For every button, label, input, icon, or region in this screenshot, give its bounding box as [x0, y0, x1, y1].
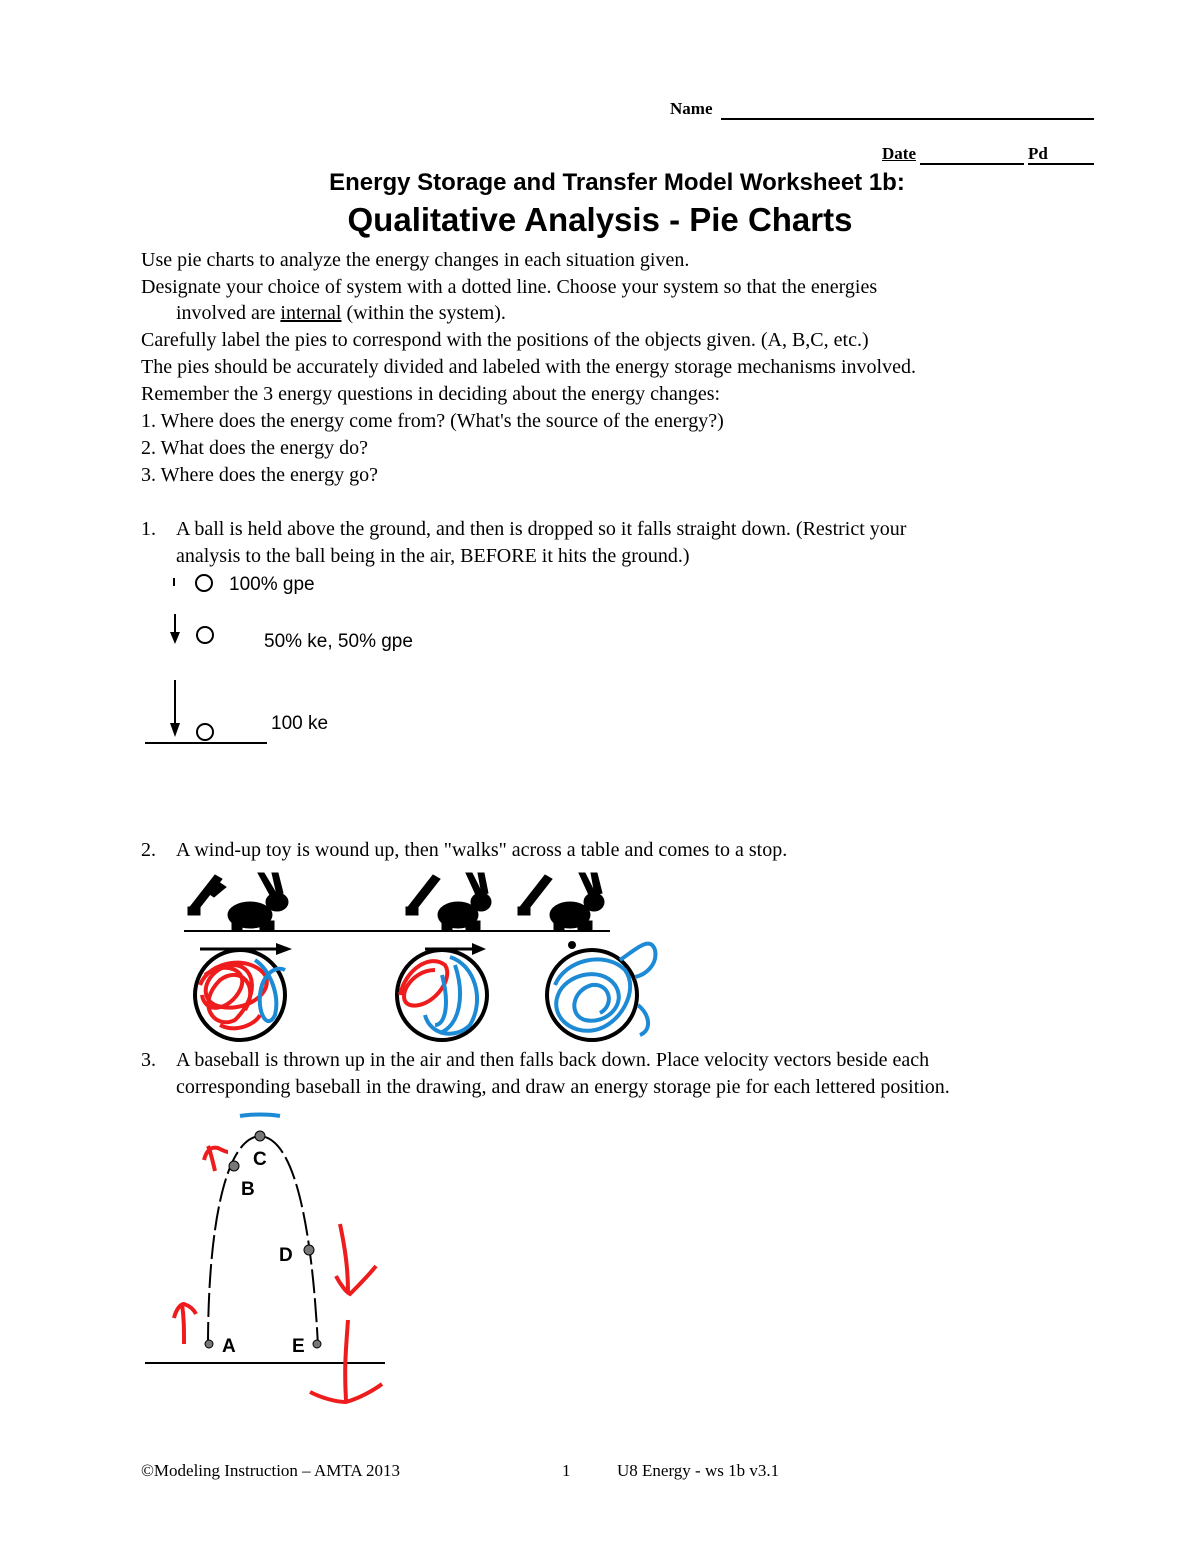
q2-velocity-dot-3 [568, 941, 576, 949]
q3-ball-d [304, 1245, 314, 1255]
footer-version: U8 Energy - ws 1b v3.1 [617, 1461, 780, 1480]
q3-text-line1: A baseball is thrown up in the air and then falls back down. Place velocity vectors beside each [176, 1049, 930, 1071]
continuation-underlined: internal [280, 302, 342, 324]
q3-baseball-trajectory-diagram [140, 1108, 400, 1408]
q3-label-a: A [222, 1336, 236, 1357]
instruction-2: Designate your choice of system with a dotted line. Choose your system so that the energies [141, 276, 878, 298]
q3-label-b: B [241, 1179, 255, 1200]
q3-text-line2: corresponding baseball in the drawing, and draw an energy storage pie for each lettered position. [176, 1076, 950, 1098]
name-label: Name [670, 99, 713, 118]
worksheet-title: Energy Storage and Transfer Model Worksheet 1b: [329, 169, 905, 196]
date-field[interactable] [920, 144, 1024, 165]
q1-annotation-middle: 50% ke, 50% gpe [264, 631, 413, 652]
worksheet-subtitle: Qualitative Analysis - Pie Charts [347, 201, 853, 238]
question-list-2: 2. What does the energy do? [141, 437, 368, 459]
continuation-before: involved are [176, 302, 281, 324]
toy-rabbit-3 [518, 873, 604, 931]
q1-text-line1: A ball is held above the ground, and then is dropped so it falls straight down. (Restrict your [176, 518, 907, 540]
instruction-5: Remember the 3 energy questions in deciding about the energy changes: [141, 383, 721, 405]
q2-windup-toy-diagram [180, 865, 660, 1045]
q3-label-d: D [279, 1245, 293, 1266]
continuation-after: (within the system). [341, 302, 506, 324]
toy-rabbit-1 [188, 873, 288, 931]
q3-ball-e [313, 1340, 321, 1348]
period-label: Pd [1028, 144, 1048, 163]
q3-vector-b-red [204, 1146, 228, 1171]
name-field[interactable] [721, 98, 1094, 120]
period-field[interactable] [1028, 144, 1094, 165]
question-list-3: 3. Where does the energy go? [141, 464, 378, 486]
question-list-1: 1. Where does the energy come from? (What's the source of the energy?) [141, 410, 724, 432]
q1-ball-middle [197, 627, 213, 643]
q1-number: 1. [141, 518, 156, 540]
q2-pie-3 [547, 944, 655, 1040]
q1-annotation-top: 100% gpe [229, 574, 315, 595]
q1-annotation-bottom: 100 ke [271, 713, 329, 734]
q3-label-c: C [253, 1149, 267, 1170]
q3-vector-e-red [310, 1320, 382, 1402]
q3-vector-d-red [336, 1224, 376, 1294]
q2-text: A wind-up toy is wound up, then "walks" across a table and comes to a stop. [176, 839, 788, 861]
instruction-4: The pies should be accurately divided and labeled with the energy storage mechanisms involved. [141, 356, 916, 378]
q2-pie-1 [195, 950, 285, 1040]
q1-ball-bottom [197, 724, 213, 740]
footer-page-number: 1 [562, 1461, 571, 1480]
instruction-1: Use pie charts to analyze the energy changes in each situation given. [141, 249, 690, 271]
q3-ball-b [229, 1161, 239, 1171]
q3-ball-c [255, 1131, 265, 1141]
instruction-3: Carefully label the pies to correspond with the positions of the objects given. (A, B,C, etc.) [141, 329, 869, 351]
q3-vector-c-blue [240, 1115, 280, 1117]
q3-label-e: E [292, 1336, 305, 1357]
q2-number: 2. [141, 839, 156, 861]
q2-pie-2 [397, 950, 487, 1040]
instruction-2-continuation [176, 300, 506, 327]
date-label: Date [882, 144, 916, 163]
footer-copyright: ©Modeling Instruction – AMTA 2013 [141, 1461, 400, 1480]
q1-ball-top [196, 575, 212, 591]
q3-ball-a [205, 1340, 213, 1348]
q1-text-line2: analysis to the ball being in the air, BEFORE it hits the ground.) [176, 545, 690, 567]
q3-number: 3. [141, 1049, 156, 1071]
toy-rabbit-2 [406, 873, 491, 931]
q3-vector-a-red [174, 1304, 196, 1344]
